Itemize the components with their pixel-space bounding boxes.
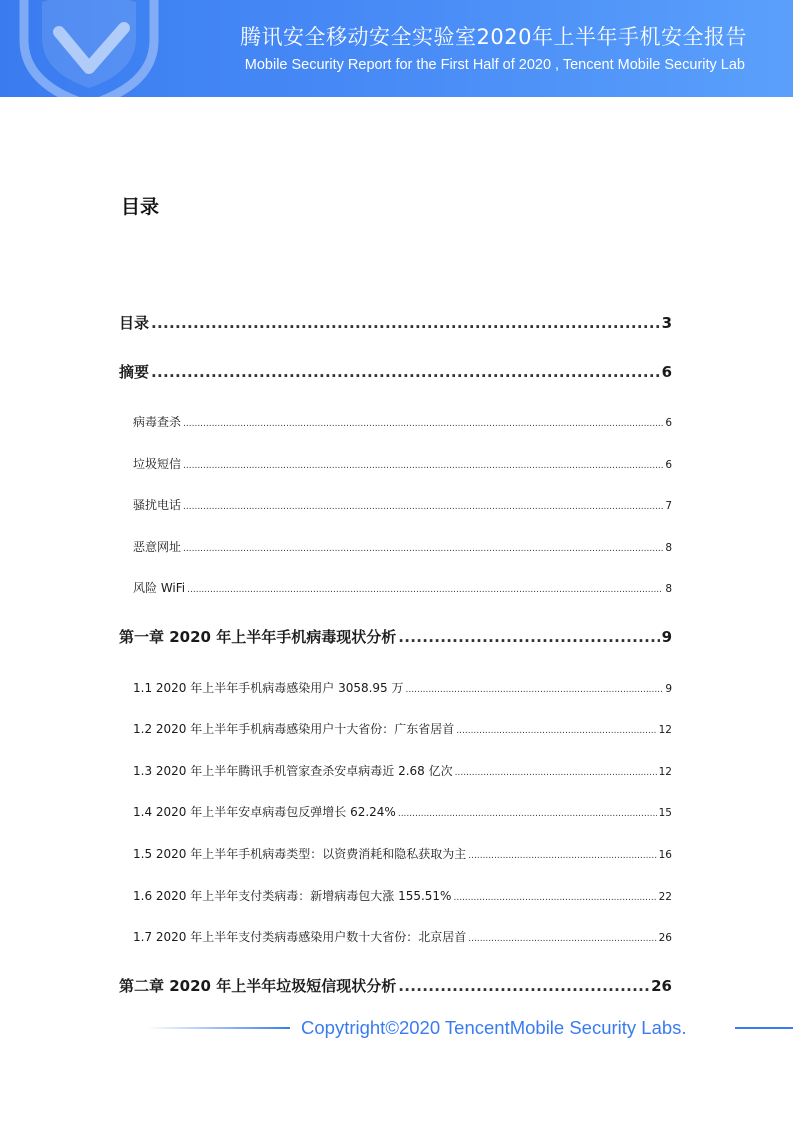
toc-entry-title: 1.1 2020 年上半年手机病毒感染用户 3058.95 万 xyxy=(133,681,404,695)
toc-entry-title: 垃圾短信 xyxy=(133,457,182,471)
footer-divider-left xyxy=(146,1027,290,1029)
toc-entry-abstract[interactable] xyxy=(119,361,672,382)
toc-entry-page: 12 xyxy=(658,724,672,736)
toc-entry-title: 1.7 2020 年上半年支付类病毒感染用户数十大省份：北京居首 xyxy=(133,930,467,944)
toc-leader-dots xyxy=(406,685,664,695)
toc-entry-page: 8 xyxy=(665,542,672,554)
toc-entry-1-2[interactable] xyxy=(119,720,672,737)
toc-entry-page: 26 xyxy=(651,977,672,995)
toc-entry-title: 1.4 2020 年上半年安卓病毒包反弹增长 62.24% xyxy=(133,805,396,819)
toc-entry-spam-sms[interactable] xyxy=(119,455,672,472)
toc-entry-page: 9 xyxy=(661,628,672,646)
toc-leader-dots xyxy=(468,934,656,944)
toc-entry-1-1[interactable] xyxy=(119,679,672,696)
toc-entry-harassing-calls[interactable] xyxy=(119,496,672,513)
toc-entry-title: 1.2 2020 年上半年手机病毒感染用户十大省份：广东省居首 xyxy=(133,722,455,736)
toc-entry-title: 1.6 2020 年上半年支付类病毒：新增病毒包大涨 155.51% xyxy=(133,889,452,903)
toc-entry-page: 26 xyxy=(658,932,672,944)
toc-leader-dots xyxy=(151,314,660,332)
toc-leader-dots xyxy=(398,977,649,995)
footer-copyright: Copytright©2020 TencentMobile Security Labs. xyxy=(301,1017,687,1038)
toc-entry-page: 15 xyxy=(658,807,672,819)
footer-divider-right xyxy=(735,1027,793,1029)
toc-entry-page: 6 xyxy=(661,363,672,381)
toc-leader-dots xyxy=(183,544,663,554)
page-title: 目录 xyxy=(121,196,160,218)
toc-entry-1-5[interactable] xyxy=(119,845,672,862)
toc-entry-1-7[interactable] xyxy=(119,928,672,945)
toc-entry-risky-wifi[interactable] xyxy=(119,579,672,596)
toc-entry-title: 第一章 2020 年上半年手机病毒现状分析 xyxy=(119,628,397,646)
toc-entry-1-4[interactable] xyxy=(119,803,672,820)
toc-entry-contents[interactable] xyxy=(119,312,672,333)
toc-entry-title: 风险 WiFi xyxy=(133,581,186,595)
toc-entry-title: 1.3 2020 年上半年腾讯手机管家查杀安卓病毒近 2.68 亿次 xyxy=(133,764,453,778)
toc-leader-dots xyxy=(453,893,656,903)
toc-entry-1-6[interactable] xyxy=(119,887,672,904)
shield-check-icon xyxy=(14,0,164,97)
header-title-cn: 腾讯安全移动安全实验室2020年上半年手机安全报告 xyxy=(240,25,747,49)
toc-entry-page: 7 xyxy=(665,500,672,512)
toc-entry-page: 6 xyxy=(665,459,672,471)
toc-entry-malicious-urls[interactable] xyxy=(119,538,672,555)
toc-leader-dots xyxy=(187,585,663,595)
toc-entry-page: 9 xyxy=(665,683,672,695)
toc-entry-chapter-1[interactable] xyxy=(119,626,672,647)
toc-leader-dots xyxy=(468,851,656,861)
toc-entry-title: 摘要 xyxy=(119,363,150,381)
toc-entry-virus-scan[interactable] xyxy=(119,413,672,430)
toc-entry-title: 1.5 2020 年上半年手机病毒类型：以资费消耗和隐私获取为主 xyxy=(133,847,467,861)
toc-entry-page: 22 xyxy=(658,891,672,903)
toc-leader-dots xyxy=(455,768,657,778)
report-header xyxy=(0,0,793,97)
toc-entry-chapter-2[interactable] xyxy=(119,975,672,996)
toc-entry-page: 8 xyxy=(665,583,672,595)
toc-leader-dots xyxy=(398,628,659,646)
toc-entry-title: 第二章 2020 年上半年垃圾短信现状分析 xyxy=(119,977,397,995)
header-title-en: Mobile Security Report for the First Half of 2020 , Tencent Mobile Security Lab xyxy=(244,57,745,73)
toc-leader-dots xyxy=(183,419,663,429)
toc-leader-dots xyxy=(398,809,657,819)
toc-leader-dots xyxy=(183,502,663,512)
toc-entry-title: 目录 xyxy=(119,314,150,332)
toc-leader-dots xyxy=(151,363,660,381)
toc-entry-1-3[interactable] xyxy=(119,762,672,779)
toc-entry-page: 3 xyxy=(661,314,672,332)
toc-leader-dots xyxy=(456,726,656,736)
toc-entry-title: 骚扰电话 xyxy=(133,498,182,512)
toc-leader-dots xyxy=(183,461,663,471)
toc-entry-title: 恶意网址 xyxy=(133,540,182,554)
toc-entry-page: 12 xyxy=(658,766,672,778)
toc-entry-page: 16 xyxy=(658,849,672,861)
toc-entry-title: 病毒查杀 xyxy=(133,415,182,429)
toc-entry-page: 6 xyxy=(665,417,672,429)
